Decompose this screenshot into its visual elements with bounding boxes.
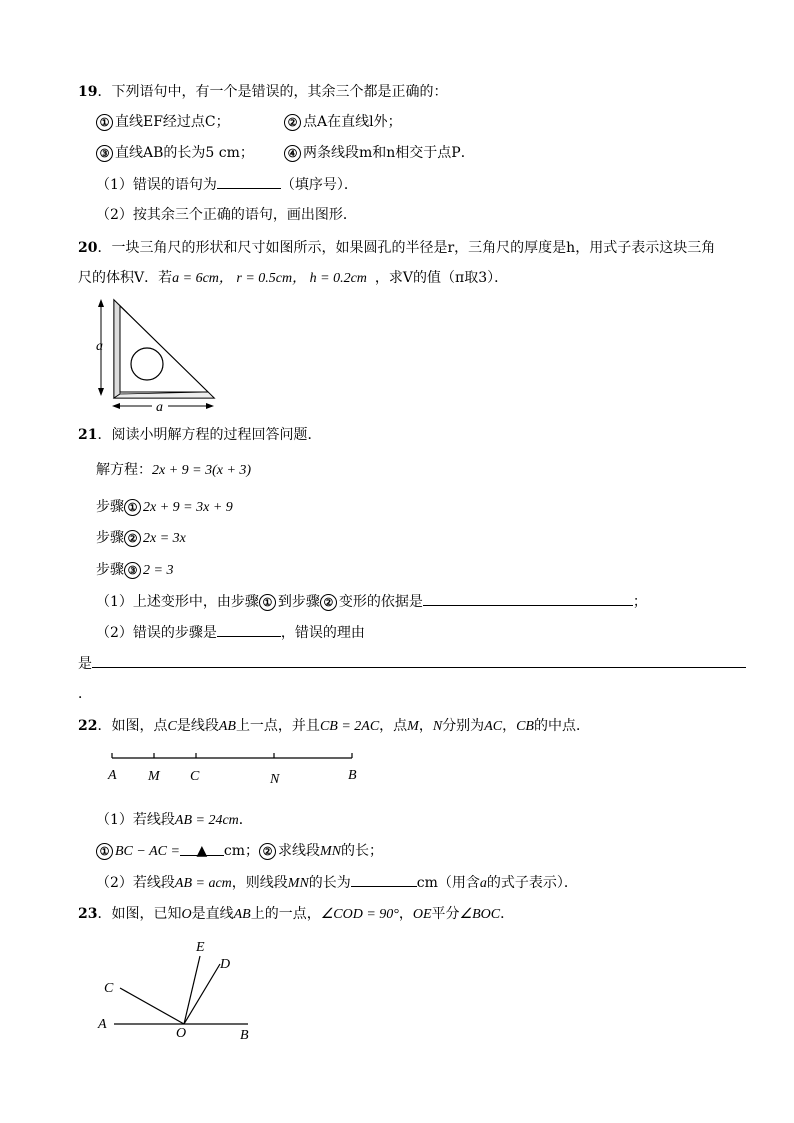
ray-OC (120, 988, 184, 1024)
q21-equation (96, 460, 251, 481)
q21-number: 21 (78, 427, 98, 443)
q22-stem-f: 分别为 (442, 718, 485, 734)
arrow-left-icon (112, 403, 120, 409)
circle-3-icon: ③ (96, 145, 113, 162)
q21-eq: 2x + 9 = 3(x + 3) (152, 463, 252, 478)
q22-semi: ； (245, 843, 260, 859)
q22-N: N (432, 719, 443, 734)
point-label-O: O (176, 1026, 187, 1041)
answer-blank[interactable] (180, 841, 224, 859)
q21-p2c: 是 (78, 656, 92, 672)
q23-OE: OE (412, 907, 432, 922)
circle-1-icon: ① (96, 843, 113, 860)
circle-4-icon: ④ (284, 145, 301, 162)
answer-blank[interactable] (217, 622, 281, 637)
q21-stem-text: ．阅读小明解方程的过程回答问题． (97, 427, 322, 443)
q22-comma: ， (502, 718, 517, 734)
q19-part-1 (96, 174, 358, 195)
q20-stem (78, 238, 715, 258)
q22-AC: AC (484, 719, 503, 734)
answer-blank[interactable] (217, 174, 281, 189)
q23-stem-d: ， (398, 906, 413, 922)
arrow-right-icon (206, 403, 214, 409)
q19-part-2: （2）按其余三个正确的语句，画出图形． (96, 207, 357, 223)
q22-p1-val: AB = 24cm (174, 813, 239, 828)
q19-p1-text: （1）错误的语句为 (96, 177, 217, 193)
q20-condition: a = 6cm， r = 0.5cm， h = 0.2cm (172, 271, 367, 286)
answer-blank[interactable] (92, 653, 746, 668)
q21-step-3 (96, 560, 173, 581)
point-label-A: A (98, 1017, 107, 1032)
q23-AB: AB (233, 907, 251, 922)
q22-part-2 (96, 872, 578, 894)
q21-end-dot: ． (78, 686, 92, 702)
point-label-A: A (108, 768, 117, 783)
q19-stem-text: ．下列语句中，有一个是错误的，其余三个都是正确的： (97, 84, 448, 100)
ray-OD (184, 964, 220, 1024)
q22-p2-c: 的长为 (308, 875, 351, 891)
point-label-B: B (240, 1028, 249, 1043)
q21-part-2 (96, 622, 365, 643)
triangle-ruler-figure (90, 296, 220, 416)
q22-q-mn2: 的长； (341, 843, 384, 859)
circle-2-icon: ② (259, 843, 276, 860)
point-label-M: M (148, 769, 160, 784)
q21-p2a: （2）错误的步骤是 (96, 625, 217, 641)
q19-s1-text: 直线EF经过点C； (115, 114, 230, 130)
q22-p2-d: cm（用含 (416, 875, 480, 891)
q20-stem-text: ．一块三角尺的形状和尺寸如图所示，如果圆孔的半径是r，三角尺的厚度是h，用式子表示这块三角 (97, 240, 716, 256)
q19-statement-4 (284, 143, 475, 163)
point-label-D: D (220, 957, 231, 972)
angle-figure (92, 936, 262, 1046)
circle-2-icon: ② (284, 114, 301, 131)
side-label: a (96, 339, 103, 354)
q22-cond: CB = 2AC (319, 719, 380, 734)
ruler-hole (131, 348, 163, 380)
q22-unit: cm (223, 843, 246, 859)
q22-stem (78, 716, 590, 737)
q23-stem-b: 是直线 (191, 906, 234, 922)
ruler-thickness-left (114, 300, 120, 398)
q19-number: 19 (78, 84, 98, 100)
arrow-up-icon (98, 299, 104, 307)
q22-p2-e: 的式子表示）． (486, 875, 578, 891)
q19-stem (78, 82, 447, 102)
q19-s2-text: 点A在直线l外； (303, 114, 402, 130)
q22-MN: MN (287, 876, 309, 891)
q21-step3-eq: 2 = 3 (143, 563, 174, 578)
q23-stem-e: 平分 (431, 906, 460, 922)
q23-number: 23 (78, 906, 98, 922)
q21-p1c: 变形的依据是 (338, 594, 423, 610)
point-label-N: N (270, 772, 280, 787)
q22-p2: （2）若线段 (96, 875, 175, 891)
triangle-icon: ▲ (196, 843, 208, 859)
q21-p1a: （1）上述变形中，由步骤 (96, 594, 259, 610)
q23-O: O (181, 907, 192, 922)
q20-stem2a: 尺的体积V．若 (78, 270, 173, 286)
q23-angle: ∠COD = 90° (320, 907, 399, 922)
q19-s3-text: 直线AB的长为5 cm； (115, 145, 254, 161)
q19-p1-tail: （填序号）． (280, 177, 358, 193)
q21-stem (78, 425, 321, 445)
q21-step-2 (96, 528, 186, 549)
q22-expr: BC − AC = (115, 844, 180, 859)
q21-p1d: ； (632, 594, 647, 610)
q19-s4-text: 两条线段m和n相交于点P． (303, 145, 475, 161)
q22-q-mn: 求线段 (278, 843, 321, 859)
answer-blank[interactable] (351, 872, 417, 887)
point-label-E: E (196, 940, 205, 955)
q22-p1: （1）若线段 (96, 812, 175, 828)
q21-step1-eq: 2x + 9 = 3x + 9 (143, 500, 233, 515)
q20-stem2b: ，求V的值（π取3）． (374, 270, 509, 286)
q23-stem-a: ．如图，已知 (97, 906, 182, 922)
q22-stem-a: ．如图，点 (97, 718, 168, 734)
q23-stem (78, 904, 514, 925)
q23-stem-f: ． (500, 906, 515, 922)
q21-p2b: ，错误的理由 (280, 625, 365, 641)
q22-stem-e: ， (418, 718, 433, 734)
q21-part-2-reason (78, 653, 746, 674)
q22-part-1 (96, 810, 253, 831)
q22-stem-b: 是线段 (176, 718, 219, 734)
q21-solve-label: 解方程： (96, 462, 152, 478)
point-label-C: C (190, 769, 200, 784)
q19-statement-1 (96, 112, 230, 132)
q22-MN: MN (320, 844, 342, 859)
q20-stem-2 (78, 268, 508, 289)
step-word: 步骤 (96, 562, 124, 578)
ruler-inner (120, 306, 208, 392)
q21-part-1 (96, 591, 647, 612)
q22-part-1-questions (96, 841, 383, 862)
bottom-label: a (156, 400, 163, 415)
q20-number: 20 (78, 240, 98, 256)
segment-figure (104, 750, 374, 790)
circle-2-icon: ② (320, 594, 337, 611)
q21-p1b: 到步骤 (277, 594, 320, 610)
circle-1-icon: ① (259, 594, 276, 611)
circle-1-icon: ① (124, 499, 141, 516)
ray-OE (184, 956, 200, 1024)
q23-boc: ∠BOC (459, 907, 501, 922)
arrow-down-icon (98, 388, 104, 396)
q23-stem-c: 上的一点， (250, 906, 321, 922)
q22-CB: CB (516, 719, 534, 734)
q22-stem-d: ，点 (379, 718, 408, 734)
q22-M: M (407, 719, 419, 734)
q19-statement-2 (284, 112, 402, 132)
step-word: 步骤 (96, 499, 124, 515)
answer-blank[interactable] (423, 591, 633, 606)
q22-stem-c: 上一点，并且 (235, 718, 320, 734)
q22-p1-end: ． (238, 812, 253, 828)
q22-AB: AB (218, 719, 236, 734)
q22-number: 22 (78, 718, 98, 734)
point-label-C: C (104, 981, 114, 996)
q19-statement-3 (96, 143, 254, 163)
point-label-B: B (348, 768, 357, 783)
q22-stem-g: 的中点． (533, 718, 590, 734)
circle-3-icon: ③ (124, 562, 141, 579)
circle-2-icon: ② (124, 530, 141, 547)
q22-C: C (167, 719, 177, 734)
q22-p2-b: ，则线段 (231, 875, 288, 891)
q22-a: a (479, 876, 487, 891)
q21-step-1 (96, 497, 233, 518)
step-word: 步骤 (96, 530, 124, 546)
q22-p2-val: AB = acm (174, 876, 232, 891)
q21-step2-eq: 2x = 3x (143, 531, 186, 546)
circle-1-icon: ① (96, 114, 113, 131)
